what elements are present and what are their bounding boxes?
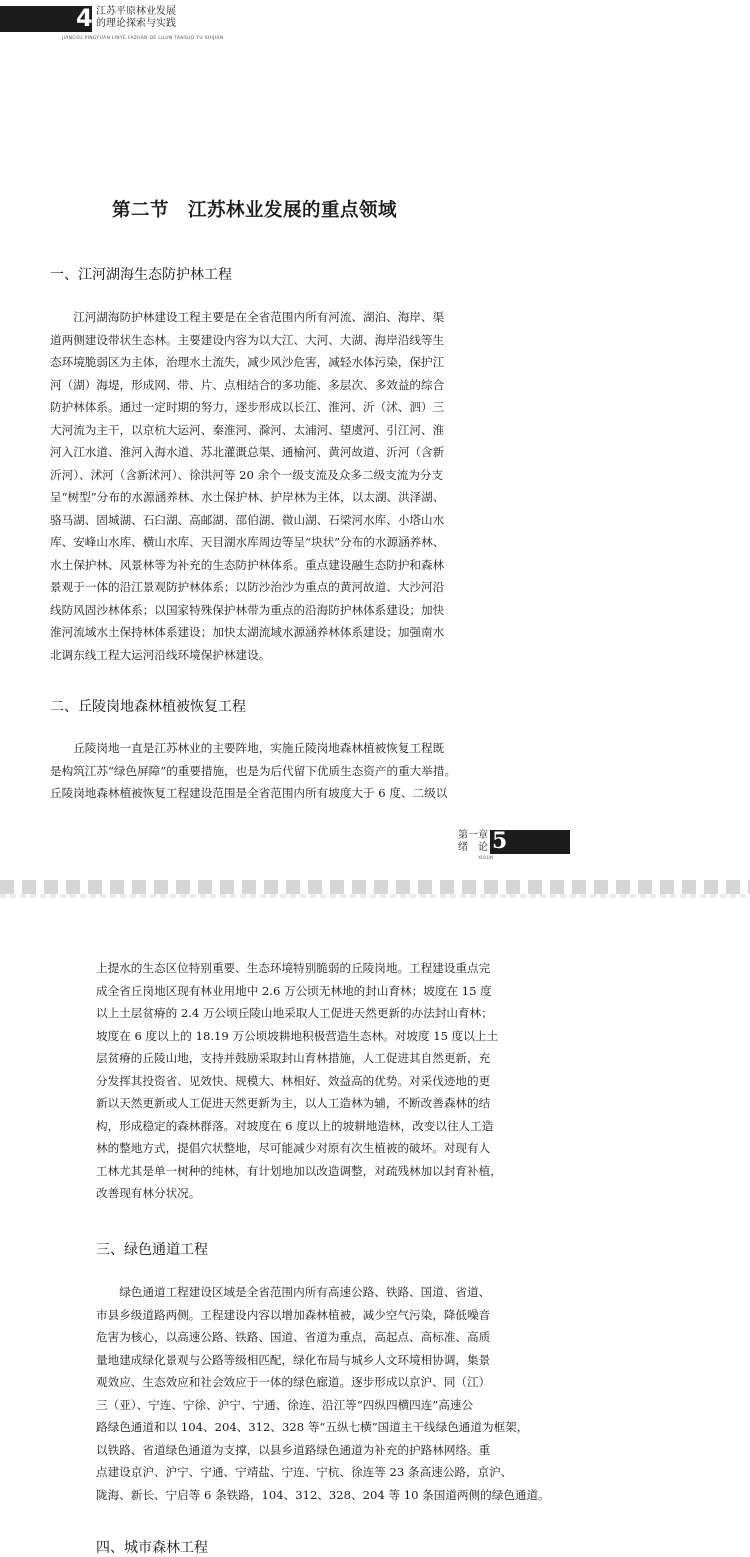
subsection-1-body (50, 306, 480, 666)
text-line: 层贫瘠的丘陵山地，支持并鼓励采取封山育林措施，人工促进其自然更新，充 (96, 1051, 491, 1065)
text-line: 构，形成稳定的森林群落。对坡度在 6 度以上的坡耕地造林，改变以往人工造 (96, 1118, 494, 1133)
subsection-2-continuation (96, 957, 541, 1205)
text-line: 大河流为主干，以京杭大运河、秦淮河、滁河、太浦河、望虞河、引江河、淮 (50, 422, 445, 437)
header-book-title: 江苏平原林业发展 的理论探索与实践 (96, 6, 176, 29)
text-line: 态环境脆弱区为主体，治理水土流失，减少风沙危害，减轻水体污染，保护江 (50, 355, 445, 369)
footer-page-number: 5 (492, 828, 508, 854)
text-line: 以上土层贫瘠的 2.4 万公顷丘陵山地采取人工促进天然更新的办法封山育林； (96, 1006, 493, 1020)
text-line: 景观于一体的沿江景观防护林体系；以防沙治沙为重点的黄河故道、大沙河沿 (50, 580, 445, 594)
text-line: 危害为核心，以高速公路、铁路、国道、省道为重点，高起点、高标准、高质 (96, 1330, 491, 1344)
text-line: 库、安峰山水库、横山水库、天目湖水库周边等呈“块状”分布的水源涵养林、 (50, 535, 445, 549)
subsection-heading-2: 二、丘陵岗地森林植被恢复工程 (50, 699, 246, 715)
text-line: 是构筑江苏“绿色屏障”的重要措施，也是为后代留下优质生态资产的重大举措。 (50, 763, 457, 778)
text-line: 工林尤其是单一树种的纯林，有计划地加以改造调整，对疏残林加以封育补植， (96, 1163, 502, 1178)
text-line: 观效应、生态效应和社会效应于一体的绿色廊道。逐步形成以京沪、同（江） (96, 1375, 491, 1389)
text-line: 林的整地方式，提倡穴状整地，尽可能减少对原有次生植被的破坏。对现有人 (96, 1141, 491, 1155)
text-line: 量地建成绿化景观与公路等级相匹配，绿化布局与城乡人文环境相协调，集景 (96, 1352, 491, 1367)
running-header (0, 4, 224, 41)
text-line: 丘陵岗地一直是江苏林业的主要阵地，实施丘陵岗地森林植被恢复工程既 (50, 741, 445, 755)
text-line: 成全省丘岗地区现有林业用地中 2.6 万公顷无林地的封山育林；坡度在 15 度 (96, 983, 492, 998)
text-line: 沂河）、沭河（含新沭河）、徐洪河等 20 余个一级支流及众多二级支流为分支 (50, 467, 444, 482)
subsection-2-body (50, 737, 480, 805)
text-line: 三（亚）、宁连、宁徐、沪宁、宁通、徐连、沿江等“四纵四横四连”高速公 (96, 1397, 474, 1412)
text-line: 北调东线工程大运河沿线环境保护林建设。 (50, 647, 271, 662)
text-line: 坡度在 6 度以上的 18.19 万公顷坡耕地积极营造生态林。对坡度 15 度以上土 (96, 1028, 499, 1043)
text-line: 分发挥其投资省、见效快、规模大、林相好、效益高的优势。对采伐迹地的更 (96, 1073, 491, 1088)
text-line: 新以天然更新或人工促进天然更新为主，以人工造林为辅，不断改善森林的结 (96, 1096, 491, 1110)
running-footer (450, 830, 575, 870)
text-line: 淮河流域水土保持林体系建设；加快太湖流域水源涵养林体系建设；加强南水 (50, 625, 445, 639)
text-line: 河入江水道、淮河入海水道、苏北灌溉总渠、通榆河、黄河故道、沂河（含新 (50, 445, 445, 459)
text-line: 丘陵岗地森林植被恢复工程建设范围是全省范围内所有坡度大于 6 度、二级以 (50, 786, 448, 800)
text-line: 以铁路、省道绿色通道为支撑，以县乡道路绿色通道为补充的护路林网络。重 (96, 1442, 491, 1457)
text-line: 上提水的生态区位特别重要、生态环境特别脆弱的丘陵岗地。工程建设重点完 (96, 961, 491, 975)
text-line: 点建设京沪、沪宁、宁通、宁靖盐、宁连、宁杭、徐连等 23 条高速公路，京沪、 (96, 1465, 513, 1479)
footer-chapter-pinyin: XULUN (478, 856, 494, 861)
text-line: 绿色通道工程建设区域是全省范围内所有高速公路、铁路、国道、省道、 (96, 1285, 491, 1299)
text-line: 防护林体系。通过一定时期的努力，逐步形成以长江、淮河、沂（沭、泗）三 (50, 400, 445, 414)
text-line: 骆马湖、固城湖、石臼湖、高邮湖、邵伯湖、微山湖、石梁河水库、小塔山水 (50, 512, 445, 527)
text-line: 水土保护林、风景林等为补充的生态防护林体系。重点建设融生态防护和森林 (50, 557, 445, 572)
footer-chapter: 第一章 绪 论 (458, 830, 488, 853)
text-line: 市县乡级道路两侧。工程建设内容以增加森林植被，减少空气污染，降低噪音 (96, 1307, 491, 1322)
text-line: 道两侧建设带状生态林。主要建设内容为以大江、大河、大湖、海岸沿线等生 (50, 332, 445, 347)
subsection-heading-4-partial: 四、城市森林工程 (96, 1540, 208, 1556)
header-page-number: 4 (76, 4, 93, 32)
text-line: 线防风固沙林体系；以国家特殊保护林带为重点的沿海防护林体系建设；加快 (50, 602, 445, 617)
subsection-heading-3: 三、绿色通道工程 (96, 1242, 208, 1258)
text-line: 呈“树型”分布的水源涵养林、水土保护林、护岸林为主体，以太湖、洪泽湖、 (50, 490, 445, 504)
text-line: 路绿色通道和以 104、204、312、328 等“五纵七横”国道主干线绿色通道为框架， (96, 1420, 529, 1434)
text-line: 河（湖）海堤，形成网、带、片、点相结合的多功能、多层次、多效益的综合 (50, 377, 445, 392)
book-page-5 (0, 905, 750, 1556)
section-title: 第二节 江苏林业发展的重点领域 (112, 200, 398, 221)
text-line: 江河湖海防护林建设工程主要是在全省范围内所有河流、湖泊、海岸、渠 (50, 310, 445, 324)
header-book-pinyin: JIANGSU PINGYUAN LINYE FAZHAN DE LILUN TANSUO YU SHIJIAN (62, 36, 224, 41)
subsection-3-body (96, 1281, 550, 1506)
subsection-heading-1: 一、江河湖海生态防护林工程 (50, 267, 232, 283)
text-line: 改善现有林分状况。 (96, 1186, 201, 1200)
text-line: 陇海、新长、宁启等 6 条铁路，104、312、328、204 等 10 条国道两侧的绿色通道。 (96, 1487, 550, 1502)
page-separator (0, 880, 750, 894)
page-separator-shadow (0, 894, 750, 898)
